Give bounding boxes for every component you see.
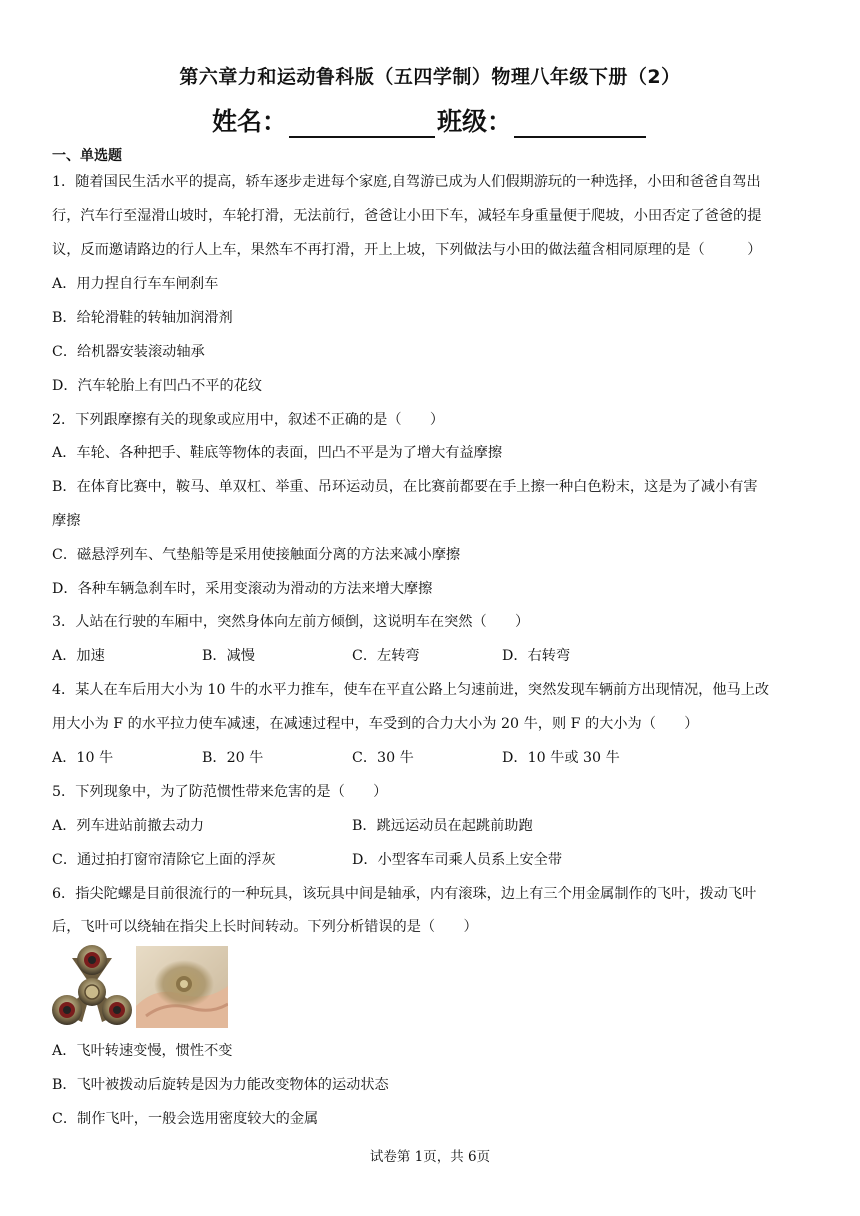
q5-option-a: A．列车进站前撤去动力 bbox=[52, 818, 205, 834]
q2-option-c: C．磁悬浮列车、气垫船等是采用使接触面分离的方法来减小摩擦 bbox=[52, 547, 461, 563]
q6-option-c: C．制作飞叶，一般会选用密度较大的金属 bbox=[52, 1111, 319, 1127]
q3-options bbox=[52, 646, 812, 666]
q5-stem: 5．下列现象中，为了防范惯性带来危害的是（ ） bbox=[52, 784, 388, 800]
q6-option-b: B．飞叶被拨动后旋转是因为力能改变物体的运动状态 bbox=[52, 1077, 389, 1093]
q1-stem-line-3: 议，反而邀请路边的行人上车，果然车不再打滑，开上上坡，下列做法与小田的做法蕴含相同原理的是（ ） bbox=[52, 242, 762, 258]
q5-option-d: D．小型客车司乘人员系上安全带 bbox=[352, 852, 563, 868]
section-heading: 一、单选题 bbox=[52, 148, 122, 164]
q4-option-c: C．30 牛 bbox=[352, 750, 414, 766]
q4-option-d: D．10 牛或 30 牛 bbox=[502, 750, 620, 766]
q3-option-b: B．减慢 bbox=[202, 648, 255, 664]
q4-option-a: A．10 牛 bbox=[52, 750, 114, 766]
exam-title: 第六章力和运动鲁科版（五四学制）物理八年级下册（2） bbox=[179, 66, 681, 88]
q4-option-b: B．20 牛 bbox=[202, 750, 264, 766]
class-blank bbox=[514, 110, 646, 138]
q3-option-a: A．加速 bbox=[52, 648, 105, 664]
q1-option-d: D．汽车轮胎上有凹凸不平的花纹 bbox=[52, 378, 263, 394]
q1-option-a: A．用力捏自行车车闸刹车 bbox=[52, 276, 219, 292]
q2-option-b-line-2: 摩擦 bbox=[52, 513, 81, 529]
q1-stem-line-2: 行，汽车行至湿滑山坡时，车轮打滑，无法前行，爸爸让小田下车，减轻车身重量便于爬坡，小田否定了爸爸的提 bbox=[52, 208, 762, 224]
name-class-bar bbox=[0, 102, 860, 138]
q2-option-a: A．车轮、各种把手、鞋底等物体的表面，凹凸不平是为了增大有益摩擦 bbox=[52, 445, 503, 461]
q3-stem: 3．人站在行驶的车厢中，突然身体向左前方倾倒，这说明车在突然（ ） bbox=[52, 614, 530, 630]
q2-stem: 2．下列跟摩擦有关的现象或应用中，叙述不正确的是（ ） bbox=[52, 412, 445, 428]
q3-option-c: C．左转弯 bbox=[352, 648, 420, 664]
q2-option-d: D．各种车辆急刹车时，采用变滚动为滑动的方法来增大摩擦 bbox=[52, 581, 433, 597]
q4-stem-line-1: 4．某人在车后用大小为 10 牛的水平力推车，使车在平直公路上匀速前进，突然发现车辆前方出现情况，他马上改 bbox=[52, 682, 770, 698]
q5-option-c: C．通过拍打窗帘清除它上面的浮灰 bbox=[52, 852, 276, 868]
q6-option-a: A．飞叶转速变慢，惯性不变 bbox=[52, 1043, 233, 1059]
q5-options-row-1 bbox=[52, 816, 812, 836]
q4-options bbox=[52, 748, 812, 768]
class-label: 班级： bbox=[437, 107, 513, 136]
q6-stem-line-1: 6．指尖陀螺是目前很流行的一种玩具，该玩具中间是轴承，内有滚珠，边上有三个用金属制作的飞叶，拨动飞叶 bbox=[52, 886, 757, 902]
spinning-spinner-photo bbox=[136, 946, 228, 1028]
q1-option-c: C．给机器安装滚动轴承 bbox=[52, 344, 205, 360]
page-footer: 试卷第 1页，共 6页 bbox=[369, 1149, 491, 1165]
q5-option-b: B．跳远运动员在起跳前助跑 bbox=[352, 818, 533, 834]
q4-stem-line-2: 用大小为 F 的水平拉力使车减速，在减速过程中，车受到的合力大小为 20 牛，则 F 的大小为（ ） bbox=[52, 716, 699, 732]
q1-option-b: B．给轮滑鞋的转轴加润滑剂 bbox=[52, 310, 233, 326]
q6-stem-line-2: 后，飞叶可以绕轴在指尖上长时间转动。下列分析错误的是（ ） bbox=[52, 919, 478, 935]
q2-option-b-line-1: B．在体育比赛中，鞍马、单双杠、举重、吊环运动员，在比赛前都要在手上擦一种白色粉末，这是为了减小有害 bbox=[52, 479, 758, 495]
name-blank bbox=[289, 110, 435, 138]
q3-option-d: D．右转弯 bbox=[502, 648, 571, 664]
name-label: 姓名： bbox=[211, 107, 287, 136]
q6-figure bbox=[52, 944, 228, 1030]
q1-stem-line-1: 1．随着国民生活水平的提高，轿车逐步走进每个家庭,自驾游已成为人们假期游玩的一种选择，小田和爸爸自驾出 bbox=[52, 174, 761, 190]
fidget-spinner-image bbox=[52, 944, 132, 1030]
q5-options-row-2 bbox=[52, 850, 812, 870]
